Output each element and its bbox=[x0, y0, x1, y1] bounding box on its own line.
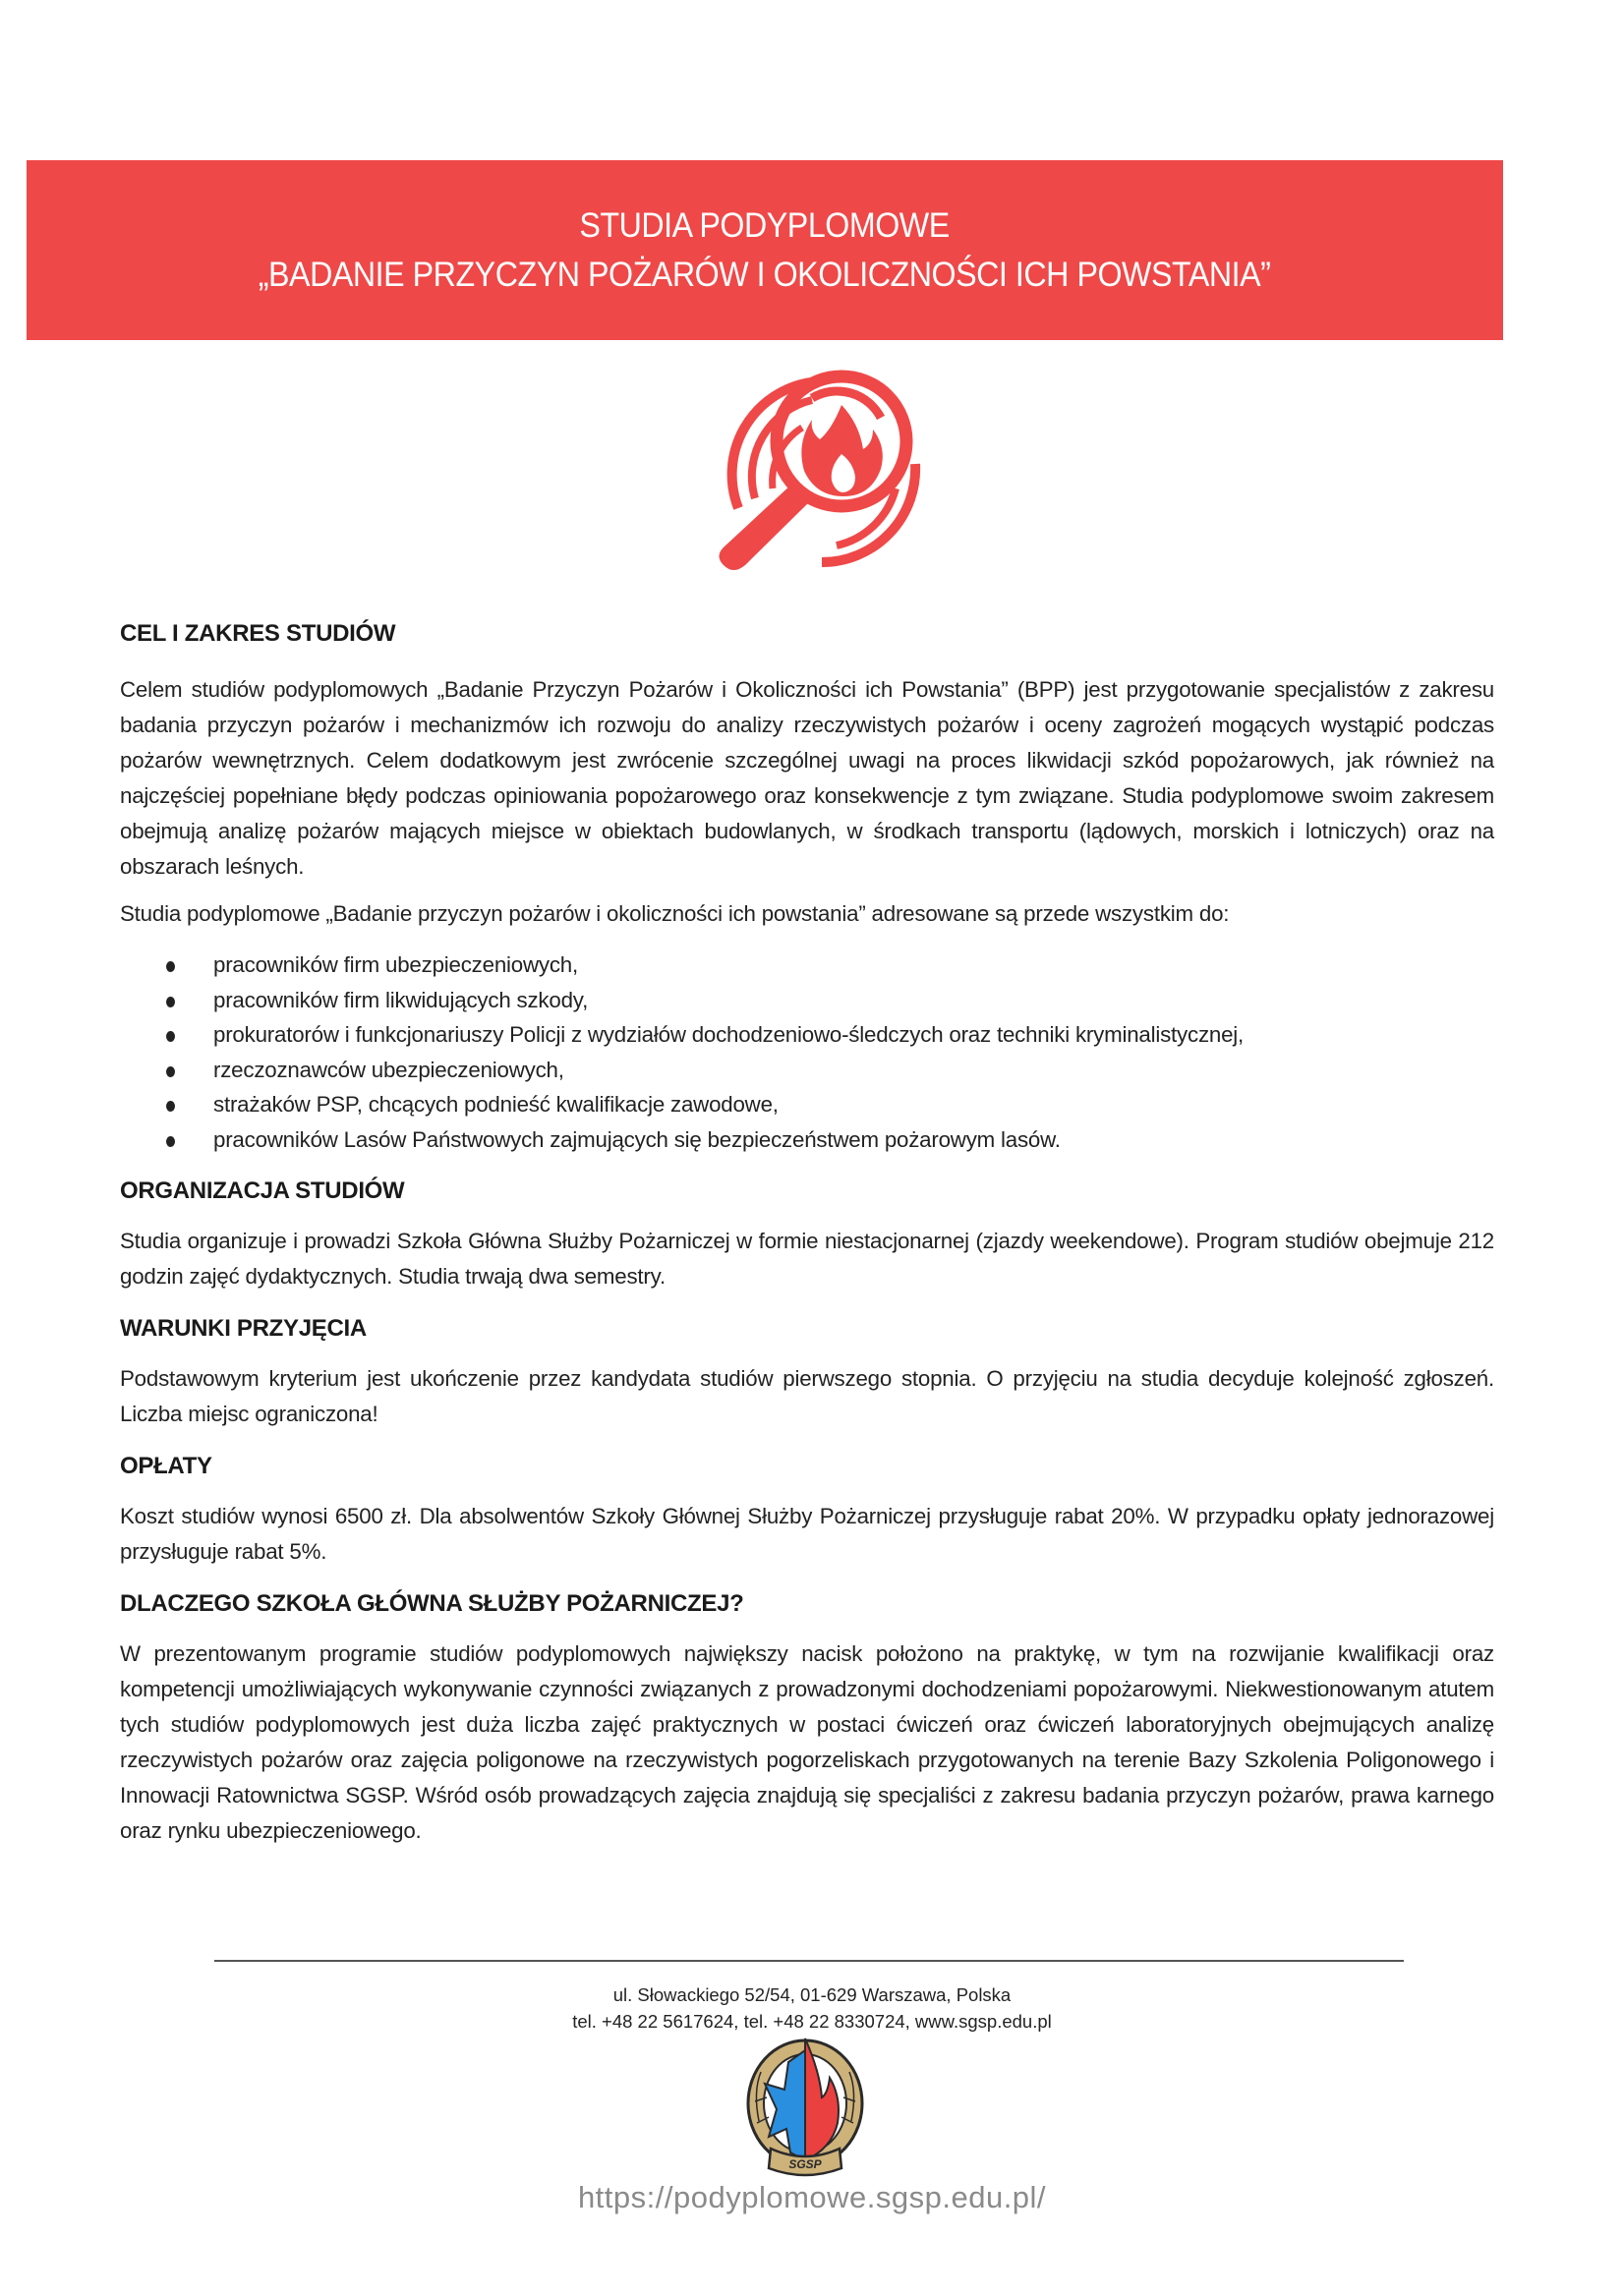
section-paragraph-organizacja: Studia organizuje i prowadzi Szkoła Główna Służby Pożarniczej w formie niestacjonarnej (zjazdy weekendowe). Program studiów obejmuje 212 godzin zajęć dydaktycznych. Studia trwają dwa semestry. bbox=[120, 1229, 1494, 1289]
bullet-icon bbox=[166, 997, 175, 1007]
bullet-icon bbox=[166, 1031, 175, 1042]
list-item-text: pracowników firm ubezpieczeniowych, bbox=[213, 952, 578, 977]
list-item bbox=[120, 947, 1494, 983]
list-item-text: rzeczoznawców ubezpieczeniowych, bbox=[213, 1057, 564, 1082]
footer-url-link[interactable]: https://podyplomowe.sgsp.edu.pl/ bbox=[577, 2180, 1047, 2214]
list-item bbox=[120, 1087, 1494, 1122]
section-paragraph-cel: Celem studiów podyplomowych „Badanie Przyczyn Pożarów i Okoliczności ich Powstania” (BPP) jest przygotowanie specjalistów z zakresu badania przyczyn pożarów i mechanizmów ich rozwoju do analizy rzeczywistych pożarów i oceny zagrożeń mogących wystąpić podczas pożarów wewnętrznych. Celem dodatkowym jest zwrócenie szczególnej uwagi na proces likwidacji szkód popożarowych, jak również na najczęściej popełniane błędy podczas opiniowania popożarowego oraz konsekwencje z tym związane. Studia podyplomowe swoim zakresem obejmują analizę pożarów mających miejsce w obiektach budowlanych, w środkach transportu (lądowych, morskich i lotniczych) oraz na obszarach leśnych. bbox=[120, 677, 1494, 879]
list-item-text: pracowników Lasów Państwowych zajmujących się bezpieczeństwem pożarowym lasów. bbox=[213, 1126, 1061, 1152]
bullet-icon bbox=[166, 1136, 175, 1147]
banner-title-line-2: „BADANIE PRZYCZYN POŻARÓW I OKOLICZNOŚCI ICH POWSTANIA” bbox=[259, 255, 1271, 294]
bullet-icon bbox=[166, 961, 175, 972]
footer-divider bbox=[214, 1960, 1404, 1962]
list-item bbox=[120, 1053, 1494, 1088]
list-item-text: strażaków PSP, chcących podnieść kwalifikacje zawodowe, bbox=[213, 1092, 779, 1117]
section-paragraph-dlaczego: W prezentowanym programie studiów podyplomowych największy nacisk położono na praktykę, w tym na rozwijanie kwalifikacji oraz kompetencji umożliwiających wykonywanie czynności związanych z prowadzonymi dochodzeniami popożarowymi. Niekwestionowanym atutem tych studiów podyplomowych jest duża liczba zajęć praktycznych w postaci ćwiczeń oraz ćwiczeń laboratoryjnych obejmujących analizę rzeczywistych pożarów oraz zajęcia poligonowe na rzeczywistych pogorzeliskach przygotowanych na terenie Bazy Szkolenia Poligonowego i Innowacji Ratownictwa SGSP. Wśród osób prowadzących zajęcia znajdują się specjaliści z zakresu badania przyczyn pożarów, prawa karnego oraz rynku ubezpieczeniowego. bbox=[120, 1641, 1494, 1843]
footer-address: ul. Słowackiego 52/54, 01-629 Warszawa, Polska bbox=[612, 1984, 1012, 2005]
audience-intro: Studia podyplomowe „Badanie przyczyn pożarów i okoliczności ich powstania” adresowane są przede wszystkim do: bbox=[120, 901, 1230, 926]
audience-list bbox=[120, 947, 1494, 1157]
magnifier-fire-icon bbox=[694, 361, 930, 577]
list-item bbox=[120, 983, 1494, 1018]
section-heading-cel: CEL I ZAKRES STUDIÓW bbox=[120, 620, 396, 647]
section-heading-organizacja: ORGANIZACJA STUDIÓW bbox=[120, 1177, 405, 1204]
footer-contact: tel. +48 22 5617624, tel. +48 22 8330724, www.sgsp.edu.pl bbox=[572, 2011, 1052, 2032]
section-heading-warunki: WARUNKI PRZYJĘCIA bbox=[120, 1315, 367, 1342]
list-item bbox=[120, 1122, 1494, 1158]
banner-title-line-1: STUDIA PODYPLOMOWE bbox=[579, 205, 951, 245]
logo-text: SGSP bbox=[788, 2157, 822, 2171]
list-item-text: pracowników firm likwidujących szkody, bbox=[213, 987, 589, 1012]
section-paragraph-warunki: Podstawowym kryterium jest ukończenie przez kandydata studiów pierwszego stopnia. O przyjęciu na studia decyduje kolejność zgłoszeń. Liczba miejsc ograniczona! bbox=[120, 1366, 1494, 1426]
title-banner bbox=[27, 160, 1503, 340]
section-heading-oplaty: OPŁATY bbox=[120, 1453, 212, 1479]
list-item bbox=[120, 1017, 1494, 1053]
bullet-icon bbox=[166, 1101, 175, 1112]
sgsp-emblem-logo bbox=[731, 2033, 879, 2178]
section-paragraph-oplaty: Koszt studiów wynosi 6500 zł. Dla absolwentów Szkoły Głównej Służby Pożarniczej przysługuje rabat 20%. W przypadku opłaty jednorazowej przysługuje rabat 5%. bbox=[120, 1504, 1494, 1564]
document-body bbox=[120, 619, 1494, 1849]
bullet-icon bbox=[166, 1066, 175, 1077]
section-heading-dlaczego: DLACZEGO SZKOŁA GŁÓWNA SŁUŻBY POŻARNICZEJ? bbox=[120, 1590, 744, 1617]
list-item-text: prokuratorów i funkcjonariuszy Policji z wydziałów dochodzeniowo-śledczych oraz techniki kryminalistycznej, bbox=[213, 1022, 1245, 1047]
